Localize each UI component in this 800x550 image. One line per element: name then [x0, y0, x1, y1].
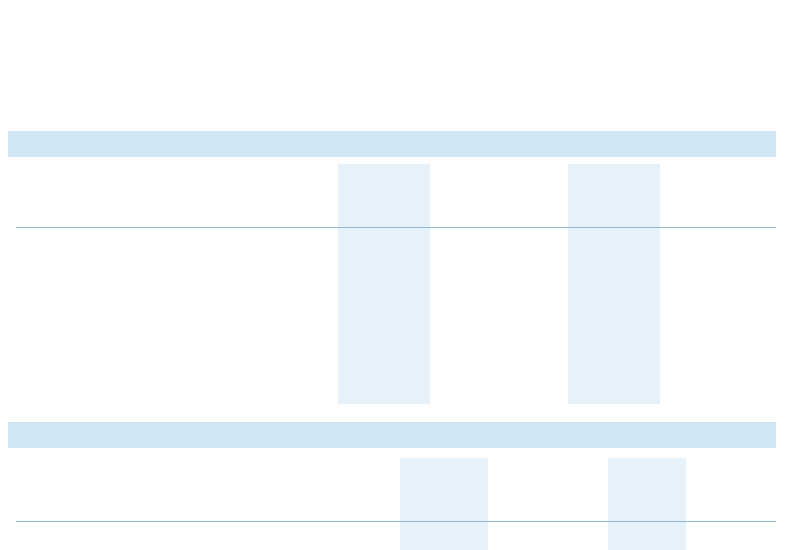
prices-header-rule	[16, 521, 776, 522]
arrivals-header-rule	[16, 227, 776, 228]
prices-pm11-shade	[608, 458, 686, 550]
arrivals-cumul12-shade	[338, 164, 430, 404]
arrivals-band	[8, 131, 776, 157]
prices-pm12-shade	[400, 458, 488, 550]
arrivals-cumul11-shade	[568, 164, 660, 404]
prices-band	[8, 422, 776, 448]
